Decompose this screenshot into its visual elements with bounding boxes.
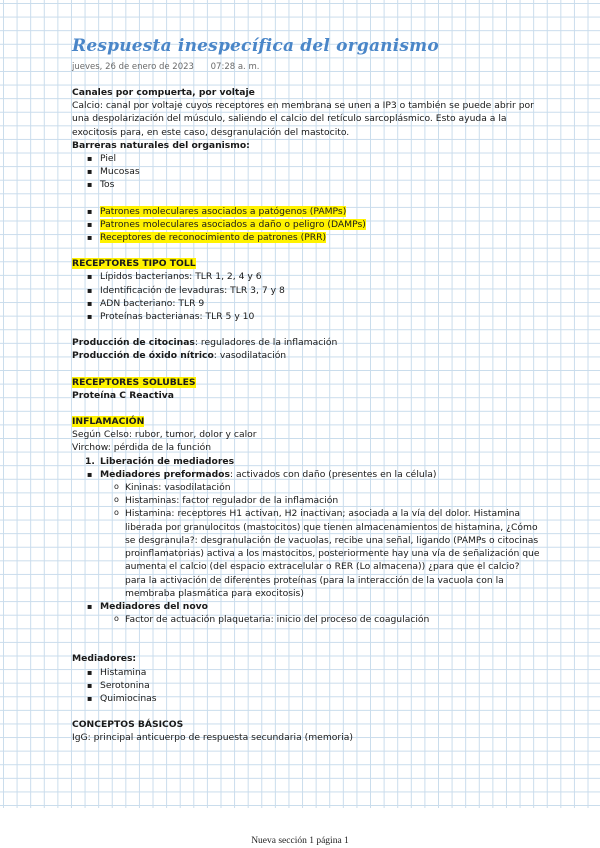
list-item [72, 231, 542, 244]
toll-heading [72, 257, 542, 270]
note-date: jueves, 26 de enero de 2023 [72, 62, 194, 72]
highlighted-text: Patrones moleculares asociados a daño o peligro (DAMPs) [100, 218, 366, 230]
note-timestamp [72, 62, 542, 72]
mediadores-heading: Mediadores: [72, 653, 137, 665]
virchow-line: Virchow: pérdida de la función [72, 442, 212, 454]
igg-line: IgG: principal anticuerpo de respuesta secundaria (memoria) [72, 732, 353, 744]
toll-heading-text: RECEPTORES TIPO TOLL [72, 258, 196, 270]
note-body [72, 86, 542, 745]
solubles-heading [72, 376, 542, 389]
denovo-sublist [72, 613, 542, 626]
barreras-heading: Barreras naturales del organismo: [72, 139, 250, 151]
celso-line: Según Celso: rubor, tumor, dolor y calor [72, 429, 257, 441]
list-item: ▪ Identificación de levaduras: TLR 3, 7 y 8 [72, 284, 542, 297]
preformados-sublist [72, 481, 542, 600]
inflamacion-heading-text: INFLAMACIÓN [72, 416, 145, 428]
canales-heading: Canales por compuerta, por voltaje [72, 87, 255, 98]
barreras-list [72, 152, 542, 192]
list-item [72, 205, 542, 218]
list-item: o Histaminas: factor regulador de la inflamación [72, 494, 542, 507]
list-item: ▪ Lípidos bacterianos: TLR 1, 2, 4 y 6 [72, 270, 542, 283]
list-item: o Histamina: receptores H1 activan, H2 inactivan; asociada a la vía del dolor. Histamina liberada por granulocitos (mastocitos) que tienen almacenamientos de histamina, ¿Cómo se desgranula?: desgranulación de vacuolas, recibe una señal, ligando (PAMPs o citocinas proinflamatorias) activa a los mastocitos, posteriormente hay una vía de señalización que aumenta el calcio (del espacio extracelular o RER (Lo almacena)) ¿para que el calcio? para la activación de diferentes proteínas (para la interacción de la vacuola con la membraba plasmática para exocitosis) [72, 507, 542, 599]
mediadores-types-list [72, 468, 542, 481]
list-item: ▪ Serotonina [72, 679, 542, 692]
list-number: 1. [85, 455, 95, 467]
list-item: o Kininas: vasodilatación [72, 481, 542, 494]
list-item [72, 468, 542, 481]
highlighted-text: Receptores de reconocimiento de patrones (PRR) [100, 232, 327, 244]
oxido-rest: : vasodilatación [213, 350, 287, 362]
page-title: Respuesta inespecífica del organismo [72, 36, 439, 56]
list-item: ▪ Proteínas bacterianas: TLR 5 y 10 [72, 310, 542, 323]
list-item: ▪ ADN bacteriano: TLR 9 [72, 297, 542, 310]
note-page [72, 36, 542, 745]
list-item [72, 455, 542, 468]
page-footer: Nueva sección 1 página 1 [251, 836, 349, 846]
list-item [72, 218, 542, 231]
patrones-list [72, 205, 542, 245]
citocinas-rest: : reguladores de la inflamación [194, 337, 338, 349]
liberacion-text: Liberación de mediadores [100, 455, 235, 467]
citocinas-line [72, 336, 542, 349]
inflamacion-heading [72, 415, 542, 428]
list-item: ▪ Mediadores del novo [72, 600, 542, 613]
solubles-heading-text: RECEPTORES SOLUBLES [72, 376, 196, 388]
list-item: ▪ Piel [72, 152, 542, 165]
denovo-list [72, 600, 542, 613]
note-time: 07:28 a. m. [210, 62, 260, 72]
preformados-bold: Mediadores preformados [100, 468, 230, 480]
conceptos-heading: CONCEPTOS BÁSICOS [72, 719, 184, 731]
mediadores-list [72, 666, 542, 706]
calcio-paragraph: Calcio: canal por voltaje cuyos receptores en membrana se unen a IP3 o también se puede abrir por una despolarización del músculo, saliendo el calcio del retículo sarcoplásmico. Esto ayuda a la exocitosis para, en este caso, desgranulación del mastocito. [72, 100, 534, 138]
oxido-bold: Producción de óxido nítrico [72, 350, 214, 362]
highlighted-text: Patrones moleculares asociados a patógenos (PAMPs) [100, 205, 347, 217]
citocinas-bold: Producción de citocinas [72, 337, 195, 349]
list-item: ▪ Tos [72, 178, 542, 191]
toll-list [72, 270, 542, 323]
oxido-line [72, 349, 542, 362]
list-item: o Factor de actuación plaquetaria: inicio del proceso de coagulación [72, 613, 542, 626]
liberacion-list [72, 455, 542, 468]
list-item: ▪ Histamina [72, 666, 542, 679]
list-item: ▪ Quimiocinas [72, 692, 542, 705]
preformados-rest: : activados con daño (presentes en la célula) [229, 468, 437, 480]
proteina-c: Proteína C Reactiva [72, 389, 174, 401]
list-item: ▪ Mucosas [72, 165, 542, 178]
